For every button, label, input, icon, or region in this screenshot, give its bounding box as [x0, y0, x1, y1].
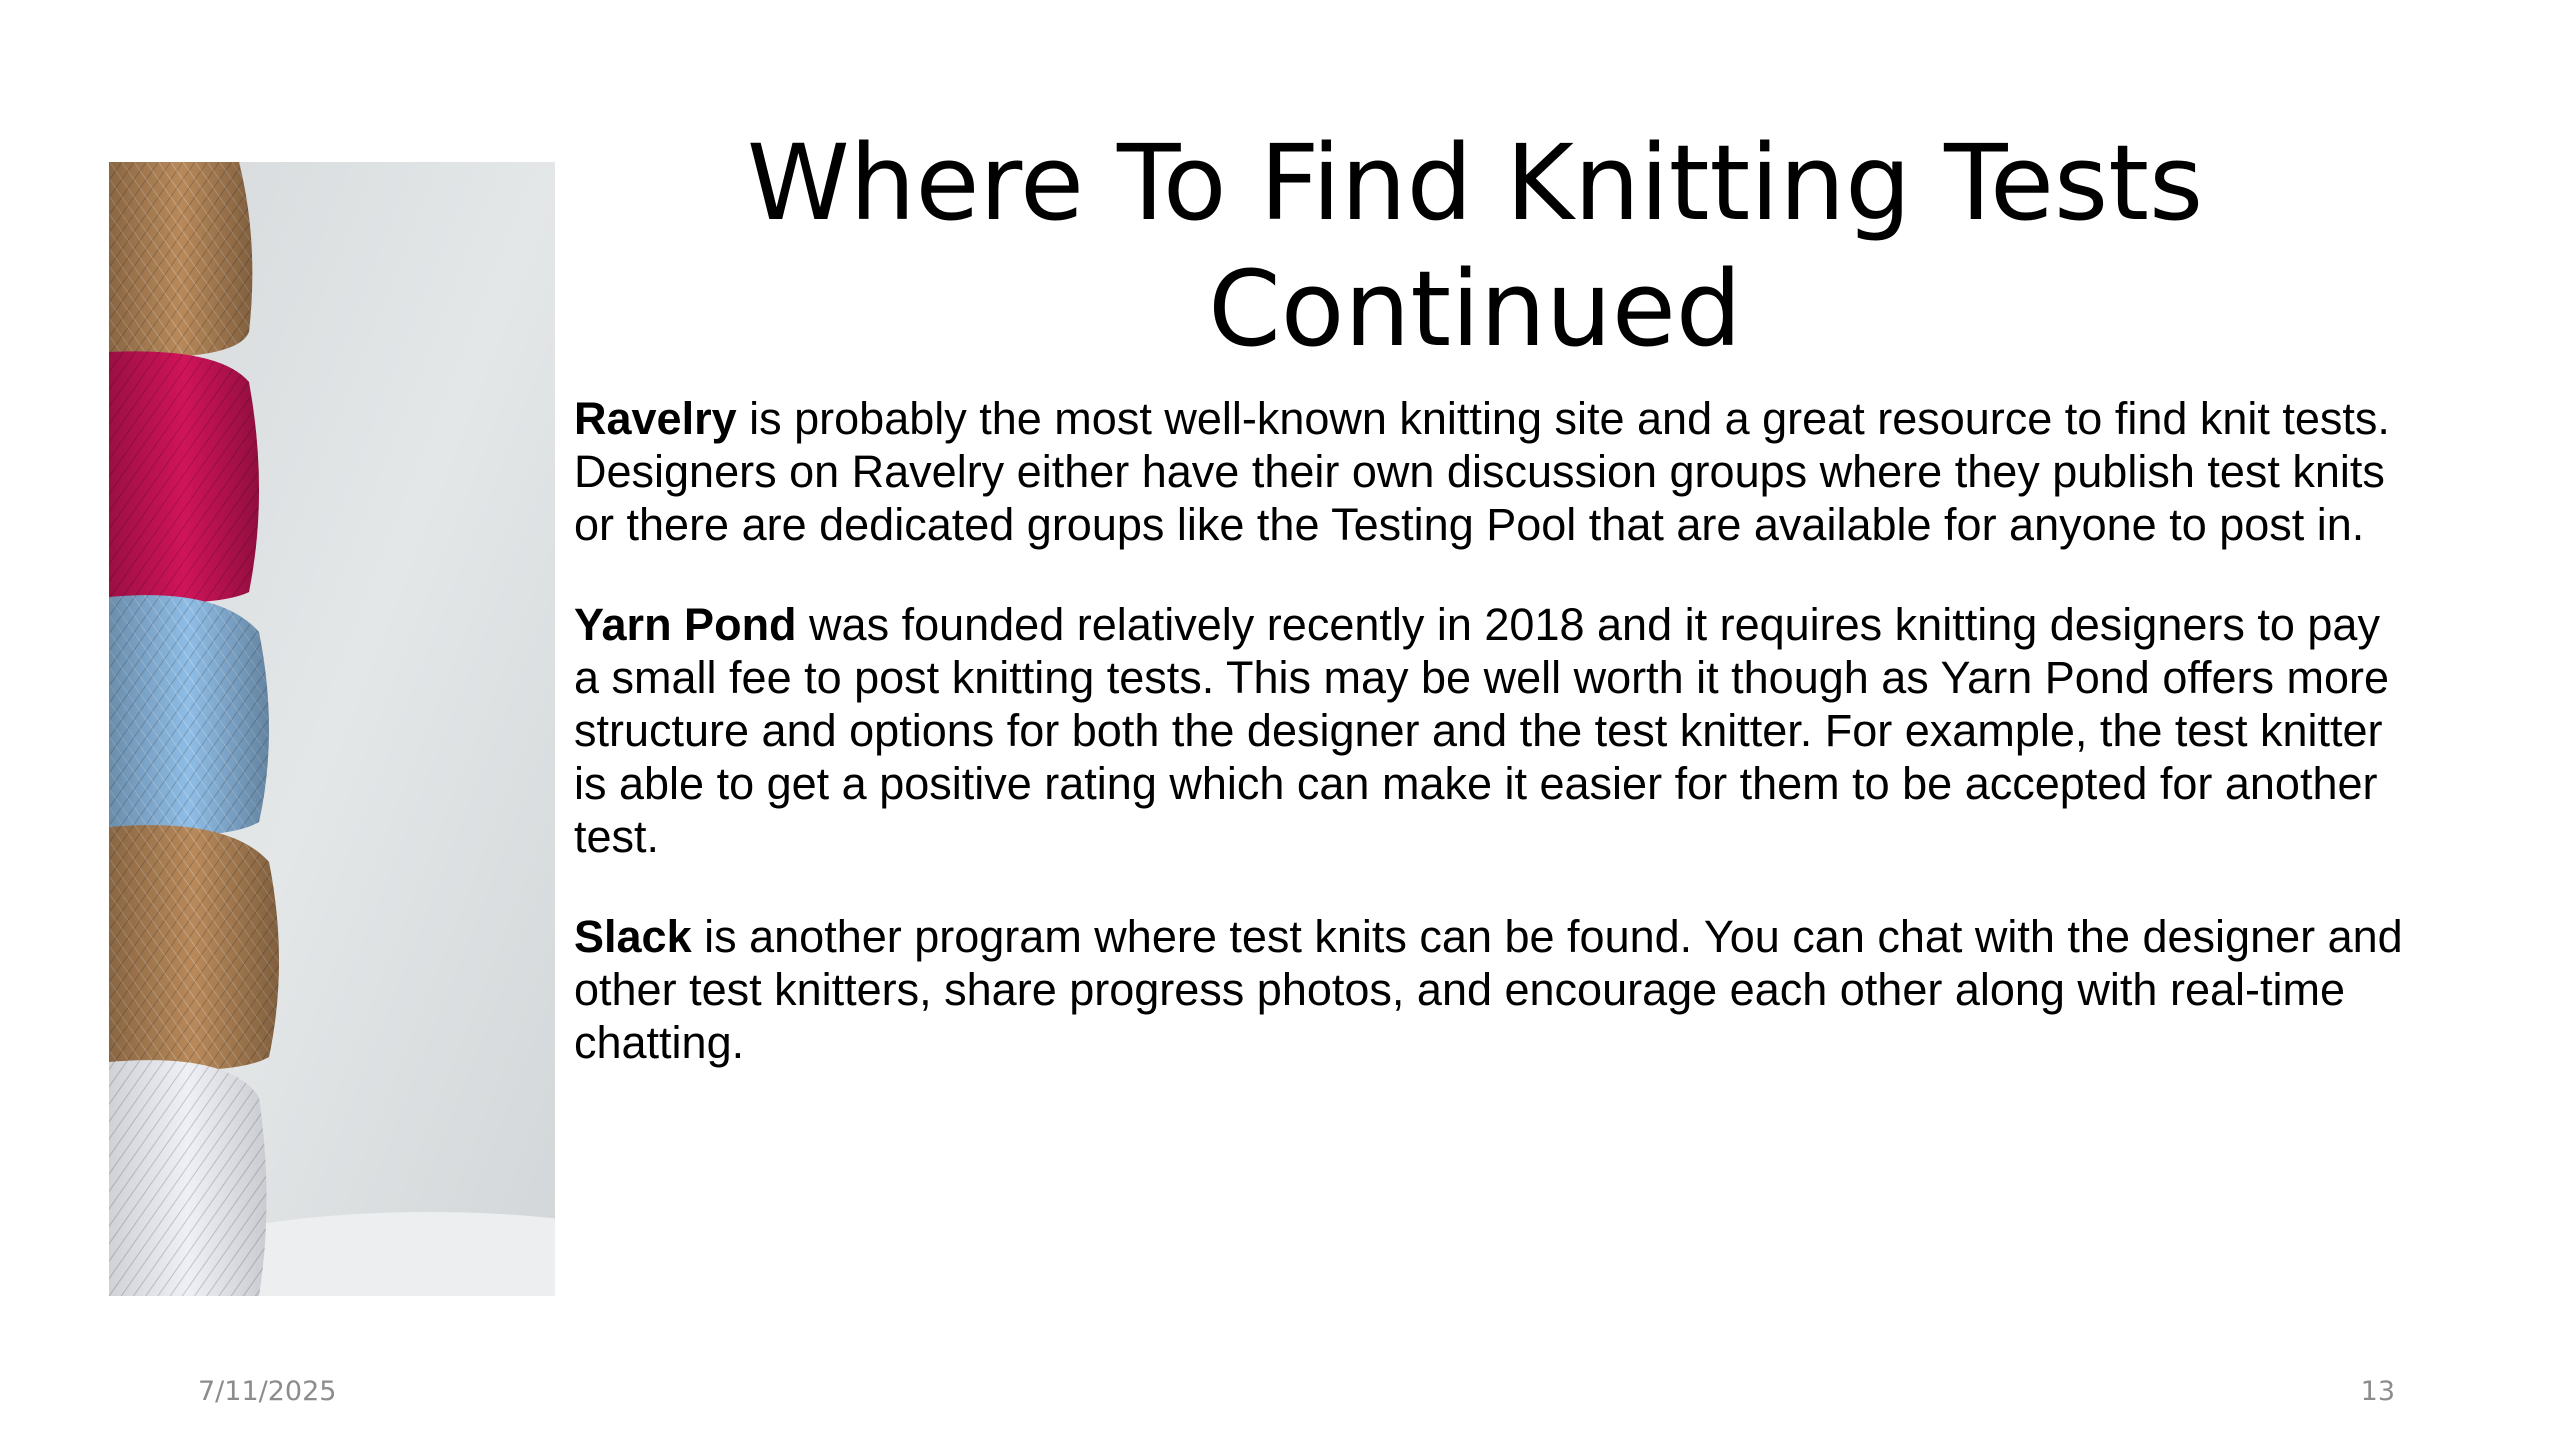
- paragraph-lead: Slack: [574, 911, 692, 962]
- paragraph-slack: [574, 910, 2414, 1069]
- paragraph-text: was founded relatively recently in 2018 and it requires knitting designers to pay a small fee to post knitting tests. This may be well worth it though as Yarn Pond offers more structure and options for both the designer and the test knitter. For example, the test knitter is able to get a positive rating which can make it easier for them to be accepted for another test.: [574, 599, 2390, 862]
- paragraph-lead: Yarn Pond: [574, 599, 797, 650]
- paragraph-text: is another program where test knits can be found. You can chat with the designer and other test knitters, share progress photos, and encourage each other along with real-time chatting.: [574, 911, 2403, 1068]
- paragraph-lead: Ravelry: [574, 393, 737, 444]
- slide-body: [574, 392, 2414, 1116]
- paragraph-ravelry: [574, 392, 2414, 551]
- slide-number: 13: [2360, 1376, 2395, 1407]
- yarn-stack-image: [109, 162, 555, 1296]
- slide-title-line-1: Where To Find Knitting Tests: [746, 122, 2204, 244]
- paragraph-yarn-pond: [574, 598, 2414, 863]
- slide-title: [600, 120, 2350, 372]
- paragraph-text: is probably the most well-known knitting site and a great resource to find knit tests. Designers on Ravelry either have their own discussion groups where they publish test knits or there are dedicated groups like the Testing Pool that are available for anyone to post in.: [574, 393, 2390, 550]
- slide-title-line-2: Continued: [1208, 248, 1742, 370]
- footer-date: 7/11/2025: [198, 1376, 337, 1407]
- yarn-balls-photo: [109, 162, 555, 1296]
